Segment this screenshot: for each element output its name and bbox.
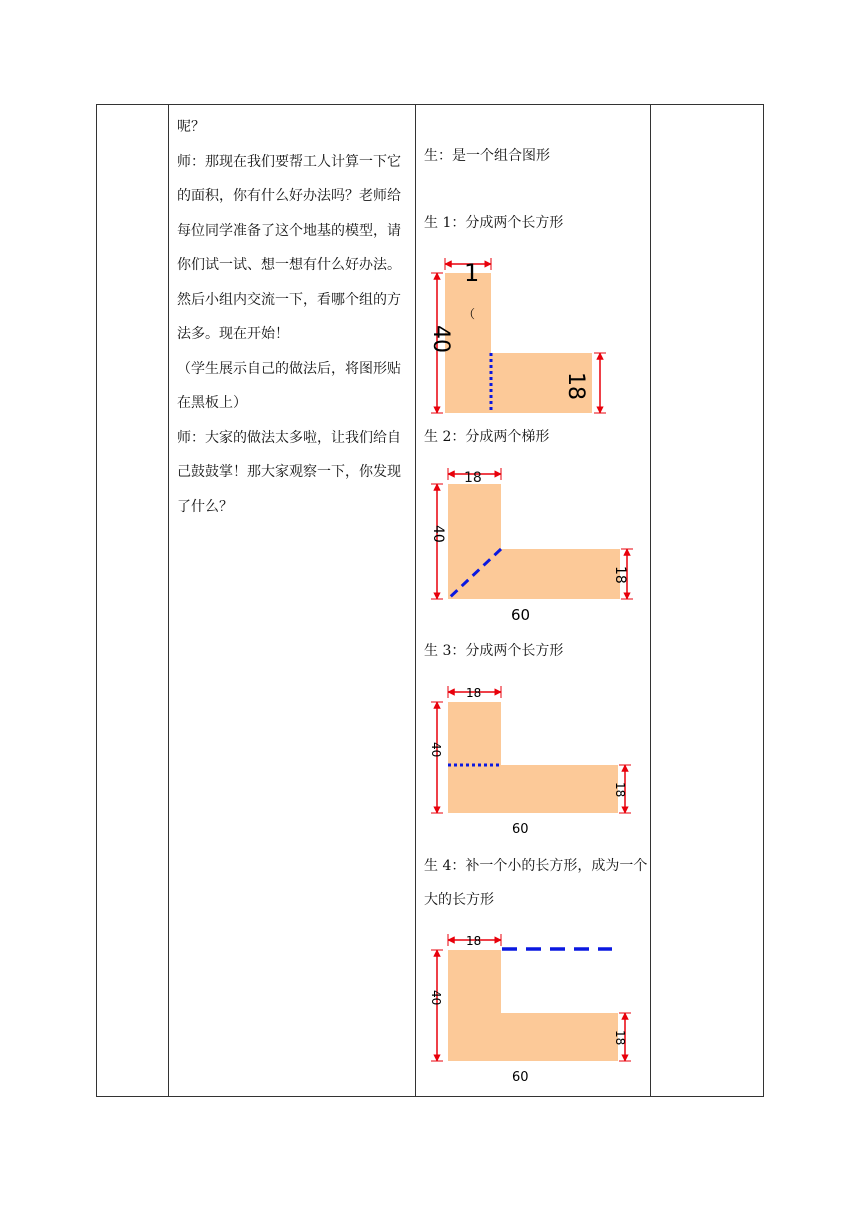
- teacher-activity-column: [177, 110, 411, 524]
- table-col-border-1: [168, 104, 169, 1097]
- label-top: 18: [464, 470, 482, 486]
- label-left: 40: [430, 525, 446, 543]
- label-top-cut: （: [463, 307, 476, 321]
- table-col-border-2: [415, 104, 416, 1097]
- label-right: 18: [613, 1030, 627, 1046]
- label-left: 40: [429, 990, 443, 1006]
- l-shape: [448, 950, 618, 1061]
- teacher-paragraph: 师：那现在我们要帮工人计算一下它的面积，你有什么好办法吗？老师给每位同学准备了这个地基的模型，请你们试一试、想一想有什么好办法。然后小组内交流一下，看哪个组的方法多。现在开始！: [177, 153, 401, 342]
- student-answer-1: 生 1：分成两个长方形: [424, 215, 564, 231]
- label-top: 1: [464, 259, 480, 287]
- label-bottom: 60: [512, 822, 529, 837]
- l-shape: [448, 702, 618, 813]
- label-left: 40: [428, 325, 453, 353]
- figure-2: [420, 462, 645, 631]
- label-top: 18: [466, 934, 482, 948]
- teacher-paragraph: 呢？: [177, 119, 205, 135]
- table-top-border: [96, 104, 764, 105]
- student-answer-4: 生 4：补一个小的长方形，成为一个大的长方形: [424, 858, 648, 908]
- student-answer-3: 生 3：分成两个长方形: [424, 643, 564, 659]
- student-answer-0: 生：是一个组合图形: [424, 148, 550, 164]
- teacher-paragraph: （学生展示自己的做法后，将图形贴在黑板上）: [177, 360, 401, 411]
- figure-3-svg: [420, 680, 645, 840]
- figure-4-svg: [420, 928, 645, 1088]
- teacher-paragraph: 师：大家的做法太多啦，让我们给自己鼓鼓掌！那大家观察一下，你发现了什么？: [177, 429, 401, 515]
- figure-2-svg: [420, 462, 645, 627]
- label-bottom: 60: [511, 606, 531, 624]
- l-shape: [448, 484, 620, 599]
- table-col-border-0: [96, 104, 97, 1097]
- label-right: 18: [613, 782, 627, 798]
- table-col-border-3: [650, 104, 651, 1097]
- table-bottom-border: [96, 1096, 764, 1097]
- table-col-border-4: [763, 104, 764, 1097]
- figure-1: [420, 248, 645, 424]
- figure-4: [420, 928, 645, 1092]
- label-right: 18: [563, 372, 588, 400]
- figure-1-svg: [420, 248, 645, 420]
- figure-3: [420, 680, 645, 844]
- label-right: 18: [612, 566, 628, 584]
- label-left: 40: [429, 742, 443, 758]
- label-bottom: 60: [512, 1070, 529, 1085]
- student-answer-2: 生 2：分成两个梯形: [424, 429, 550, 445]
- label-top: 18: [466, 686, 482, 700]
